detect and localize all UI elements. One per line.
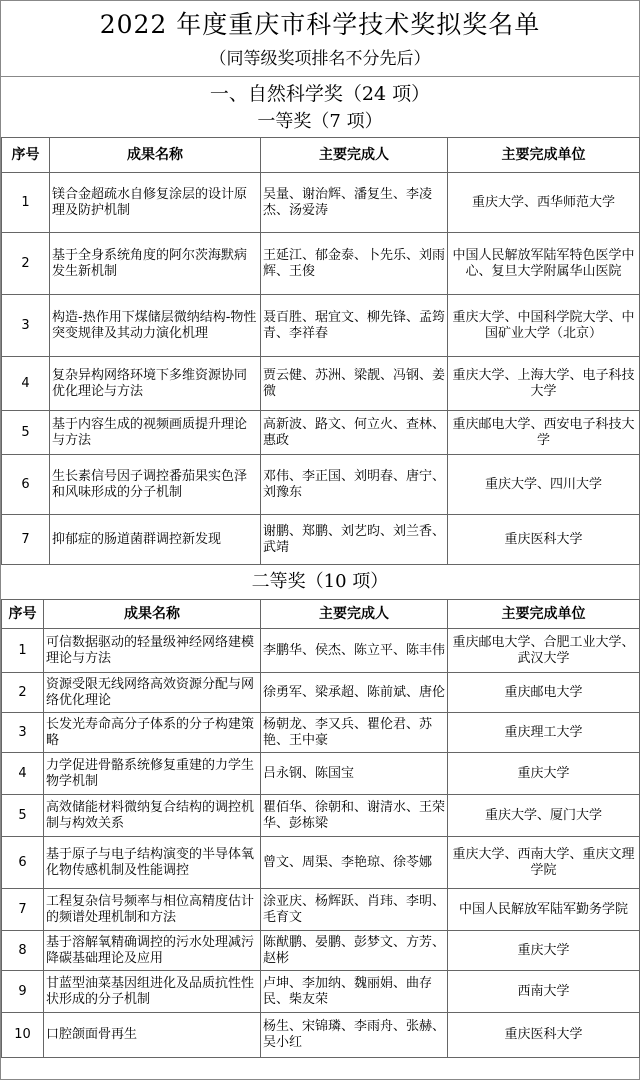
table-row	[2, 411, 640, 455]
cell-no: 4	[2, 357, 50, 411]
table-row	[2, 713, 640, 753]
cell-no: 3	[2, 713, 44, 753]
table-row	[2, 455, 640, 515]
cell-name: 生长素信号因子调控番茄果实色泽和风味形成的分子机制	[50, 455, 261, 515]
table-row	[2, 233, 640, 295]
cell-no: 10	[2, 1013, 44, 1058]
cell-name: 复杂异构网络环境下多维资源协同优化理论与方法	[50, 357, 261, 411]
header-people: 主要完成人	[261, 138, 448, 173]
cell-people: 聂百胜、琚宜文、柳先锋、孟筠青、李祥春	[261, 295, 448, 357]
cell-unit: 中国人民解放军陆军特色医学中心、复旦大学附属华山医院	[448, 233, 640, 295]
cell-name: 基于全身系统角度的阿尔茨海默病发生新机制	[50, 233, 261, 295]
cell-people: 涂亚庆、杨辉跃、肖玮、李明、毛育文	[261, 889, 448, 931]
header-name: 成果名称	[50, 138, 261, 173]
cell-name: 口腔颌面骨再生	[44, 1013, 261, 1058]
cell-unit: 中国人民解放军陆军勤务学院	[448, 889, 640, 931]
table-row	[2, 673, 640, 713]
cell-unit: 重庆大学、西南大学、重庆文理学院	[448, 837, 640, 889]
cell-unit: 重庆大学、厦门大学	[448, 795, 640, 837]
cell-name: 基于溶解氧精确调控的污水处理减污降碳基础理论及应用	[44, 931, 261, 971]
cell-unit: 重庆大学	[448, 753, 640, 795]
header-no: 序号	[2, 138, 50, 173]
cell-no: 2	[2, 673, 44, 713]
cell-people: 瞿佰华、徐朝和、谢清水、王荣华、彭栋梁	[261, 795, 448, 837]
cell-unit: 重庆大学、四川大学	[448, 455, 640, 515]
table-row	[2, 753, 640, 795]
group-heading-second-class: 二等奖（10 项）	[251, 571, 389, 592]
cell-people: 高新波、路文、何立火、查林、惠政	[261, 411, 448, 455]
cell-unit: 重庆医科大学	[448, 515, 640, 565]
cell-people: 邓伟、李正国、刘明春、唐宁、刘豫东	[261, 455, 448, 515]
cell-people: 卢坤、李加纳、魏丽娟、曲存民、柴友荣	[261, 971, 448, 1013]
cell-unit: 重庆理工大学	[448, 713, 640, 753]
cell-unit: 重庆医科大学	[448, 1013, 640, 1058]
cell-name: 基于内容生成的视频画质提升理论与方法	[50, 411, 261, 455]
cell-no: 9	[2, 971, 44, 1013]
cell-people: 曾文、周渠、李艳琼、徐苓娜	[261, 837, 448, 889]
cell-no: 3	[2, 295, 50, 357]
section-heading: 一、自然科学奖（24 项）	[209, 83, 431, 105]
table-row	[2, 971, 640, 1013]
cell-unit: 重庆邮电大学、合肥工业大学、武汉大学	[448, 629, 640, 673]
cell-people: 杨朝龙、李又兵、瞿伦君、苏艳、王中豪	[261, 713, 448, 753]
header-unit: 主要完成单位	[448, 138, 640, 173]
cell-no: 4	[2, 753, 44, 795]
cell-people: 贾云健、苏洲、梁靓、冯钢、姜微	[261, 357, 448, 411]
cell-people: 吴量、谢治辉、潘复生、李凌杰、汤爱涛	[261, 173, 448, 233]
cell-name: 高效储能材料微纳复合结构的调控机制与构效关系	[44, 795, 261, 837]
table-row	[2, 1013, 640, 1058]
cell-people: 陈猷鹏、晏鹏、彭梦文、方芳、赵彬	[261, 931, 448, 971]
header-people: 主要完成人	[261, 600, 448, 629]
cell-unit: 重庆大学	[448, 931, 640, 971]
group-heading-first-class: 一等奖（7 项）	[257, 111, 383, 132]
table-row	[2, 515, 640, 565]
cell-no: 1	[2, 629, 44, 673]
cell-unit: 重庆邮电大学、西安电子科技大学	[448, 411, 640, 455]
cell-no: 8	[2, 931, 44, 971]
cell-no: 6	[2, 837, 44, 889]
table-row	[2, 295, 640, 357]
cell-unit: 重庆大学、西华师范大学	[448, 173, 640, 233]
cell-no: 5	[2, 411, 50, 455]
cell-name: 力学促进骨骼系统修复重建的力学生物学机制	[44, 753, 261, 795]
table-row	[2, 889, 640, 931]
cell-name: 镁合金超疏水自修复涂层的设计原理及防护机制	[50, 173, 261, 233]
table-row	[2, 931, 640, 971]
cell-unit: 重庆大学、上海大学、电子科技大学	[448, 357, 640, 411]
header-no: 序号	[2, 600, 44, 629]
cell-unit: 重庆邮电大学	[448, 673, 640, 713]
table-header-row	[2, 600, 640, 629]
table-row	[2, 629, 640, 673]
cell-name: 可信数据驱动的轻量级神经网络建模理论与方法	[44, 629, 261, 673]
first-class-award-table	[1, 137, 640, 565]
table-row	[2, 357, 640, 411]
table-row	[2, 795, 640, 837]
cell-people: 谢鹏、郑鹏、刘艺昀、刘兰香、武靖	[261, 515, 448, 565]
cell-name: 甘蓝型油菜基因组进化及品质抗性性状形成的分子机制	[44, 971, 261, 1013]
cell-people: 李鹏华、侯杰、陈立平、陈丰伟	[261, 629, 448, 673]
cell-name: 抑郁症的肠道菌群调控新发现	[50, 515, 261, 565]
cell-name: 构造-热作用下煤储层微纳结构-物性突变规律及其动力演化机理	[50, 295, 261, 357]
table-row	[2, 173, 640, 233]
cell-name: 资源受限无线网络高效资源分配与网络优化理论	[44, 673, 261, 713]
cell-people: 徐勇军、梁承超、陈前斌、唐伦	[261, 673, 448, 713]
cell-name: 基于原子与电子结构演变的半导体氧化物传感机制及性能调控	[44, 837, 261, 889]
cell-no: 7	[2, 515, 50, 565]
cell-no: 2	[2, 233, 50, 295]
document-subtitle: （同等级奖项排名不分先后）	[209, 49, 431, 69]
cell-no: 1	[2, 173, 50, 233]
cell-people: 杨生、宋锦璘、李雨舟、张赫、吴小红	[261, 1013, 448, 1058]
cell-name: 长发光寿命高分子体系的分子构建策略	[44, 713, 261, 753]
header-unit: 主要完成单位	[448, 600, 640, 629]
cell-name: 工程复杂信号频率与相位高精度估计的频谱处理机制和方法	[44, 889, 261, 931]
cell-no: 5	[2, 795, 44, 837]
second-class-rows	[2, 629, 640, 1058]
header-name: 成果名称	[44, 600, 261, 629]
cell-unit: 西南大学	[448, 971, 640, 1013]
cell-no: 6	[2, 455, 50, 515]
cell-no: 7	[2, 889, 44, 931]
table-row	[2, 837, 640, 889]
table-header-row	[2, 138, 640, 173]
second-class-award-table	[1, 599, 640, 1058]
cell-unit: 重庆大学、中国科学院大学、中国矿业大学（北京）	[448, 295, 640, 357]
document-title: 2022 年度重庆市科学技术奖拟奖名单	[99, 10, 541, 39]
cell-people: 吕永钢、陈国宝	[261, 753, 448, 795]
first-class-rows	[2, 173, 640, 565]
cell-people: 王延江、郁金泰、卜先乐、刘雨辉、王俊	[261, 233, 448, 295]
